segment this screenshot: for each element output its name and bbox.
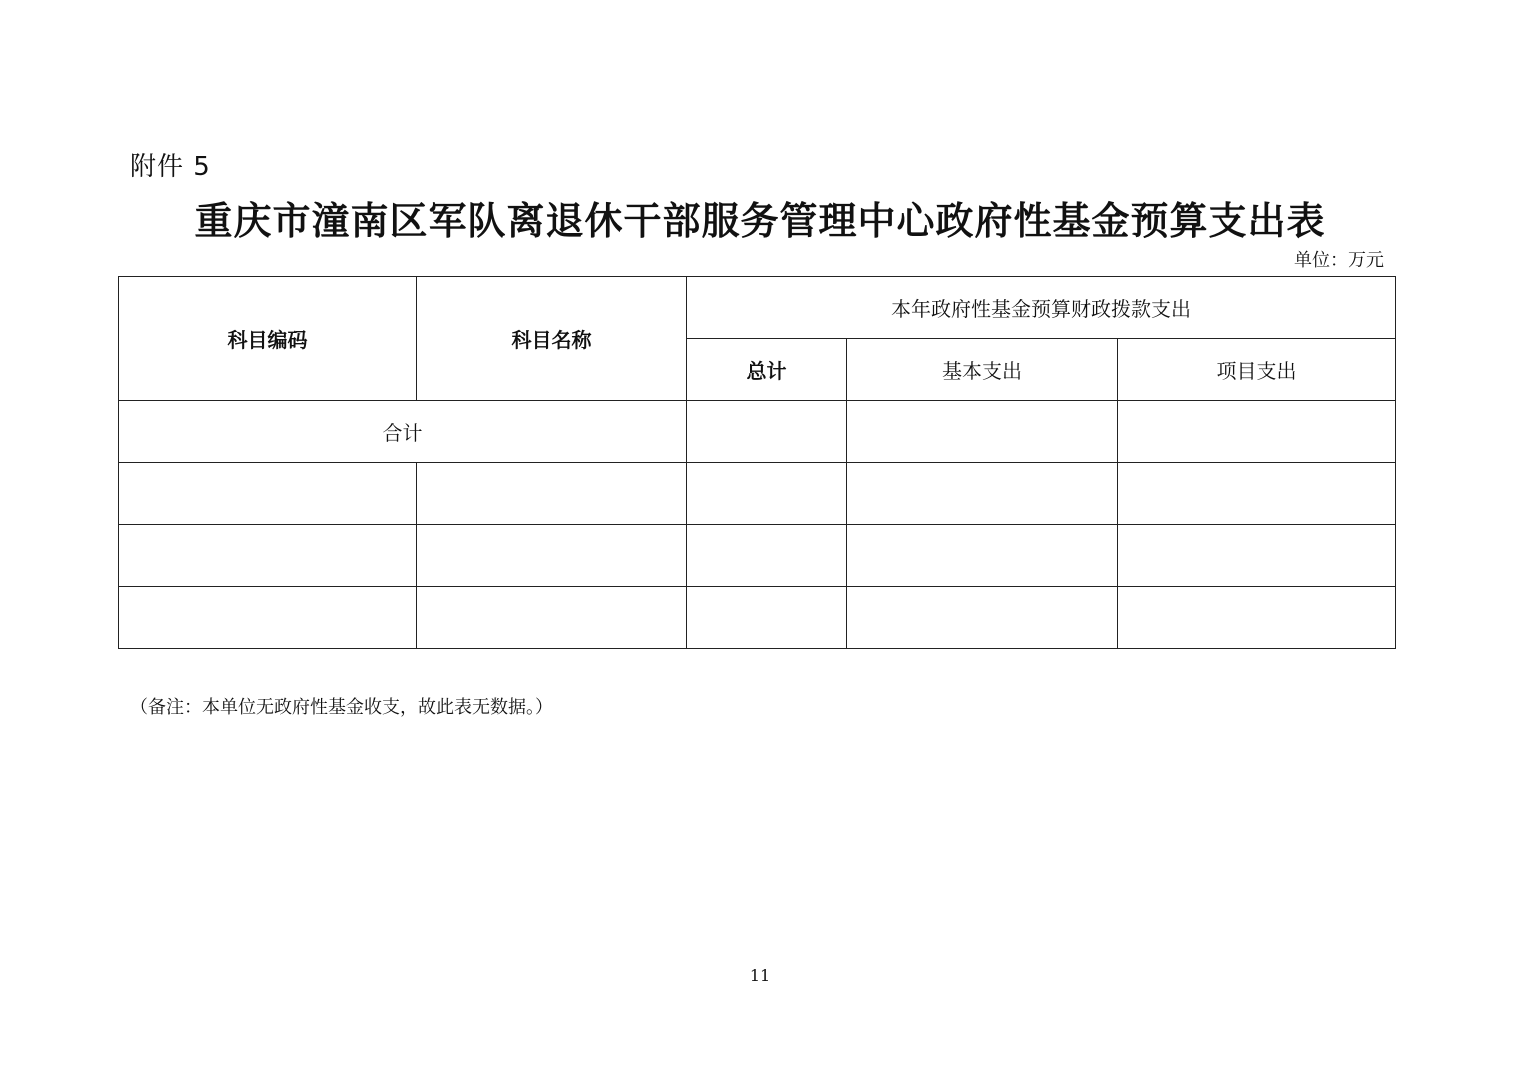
total-row-basic (847, 401, 1118, 463)
total-row-project (1118, 401, 1396, 463)
budget-table (118, 276, 1396, 649)
total-row-label: 合计 (119, 401, 687, 463)
total-row-total (687, 401, 847, 463)
row-total (687, 463, 847, 525)
row-total (687, 525, 847, 587)
row-project (1118, 525, 1396, 587)
table-row (119, 463, 1396, 525)
table-row (119, 587, 1396, 649)
page-title: 重庆市潼南区军队离退休干部服务管理中心政府性基金预算支出表 (194, 198, 1326, 243)
header-project-expenditure: 项目支出 (1118, 339, 1396, 401)
row-name (417, 525, 687, 587)
header-total: 总计 (687, 339, 847, 401)
row-basic (847, 587, 1118, 649)
row-code (119, 525, 417, 587)
row-basic (847, 525, 1118, 587)
attachment-label: 附件 5 (130, 152, 211, 182)
header-basic-expenditure: 基本支出 (847, 339, 1118, 401)
row-code (119, 587, 417, 649)
row-basic (847, 463, 1118, 525)
row-total (687, 587, 847, 649)
row-name (417, 587, 687, 649)
row-project (1118, 463, 1396, 525)
row-name (417, 463, 687, 525)
header-row-1 (119, 277, 1396, 339)
unit-label: 单位：万元 (1294, 250, 1384, 271)
row-code (119, 463, 417, 525)
footnote: （备注：本单位无政府性基金收支，故此表无数据。） (130, 697, 553, 718)
header-subject-code: 科目编码 (119, 277, 417, 401)
table-row (119, 525, 1396, 587)
header-group-fund-expenditure: 本年政府性基金预算财政拨款支出 (687, 277, 1396, 339)
total-row (119, 401, 1396, 463)
header-subject-name: 科目名称 (417, 277, 687, 401)
page-number: 11 (749, 966, 771, 985)
row-project (1118, 587, 1396, 649)
